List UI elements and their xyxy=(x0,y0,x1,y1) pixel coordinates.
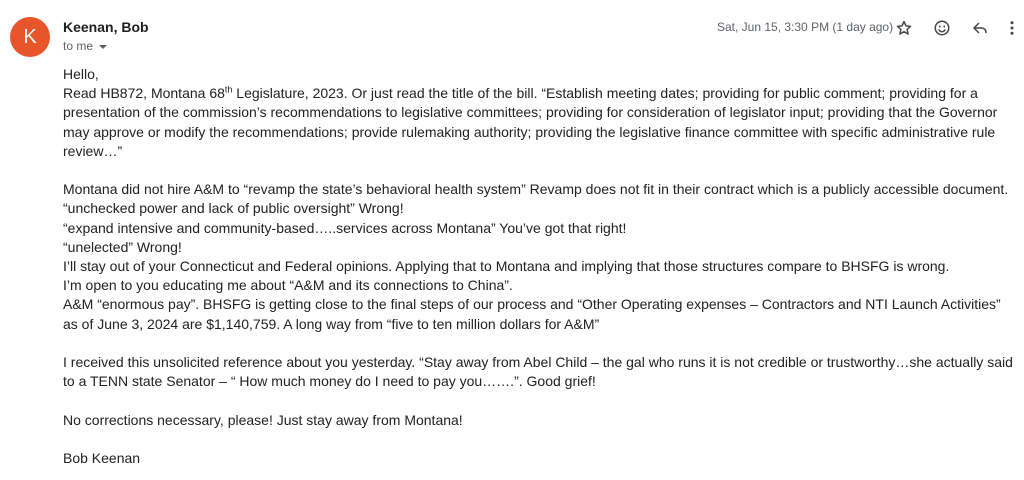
paragraph-text: Legislature, 2023. Or just read the title of the bill. “Establish meeting dates; providing for public comment; providing for a presentation of the commission’s recommendations to legislative committees; providing for consideration of legislator input; providing that the Governor may approve or modify the recommendations; provide rulemaking authority; providing the legislative finance committee with specific administrative rule review…” xyxy=(63,85,998,159)
add-reaction-button[interactable] xyxy=(930,16,954,40)
message-paragraph: I received this unsolicited reference about you yesterday. “Stay away from Abel Child – the gal who runs it is not credible or trustworthy…she actually said to a TENN state Senator – “ How much money do I need to pay you…….”. Good grief! xyxy=(63,354,1013,390)
message-date: Sat, Jun 15, 3:30 PM (1 day ago) xyxy=(717,20,894,34)
ordinal-suffix: th xyxy=(224,84,233,95)
chevron-down-icon xyxy=(99,45,107,49)
message-paragraph xyxy=(63,84,1018,161)
sender-avatar[interactable]: K xyxy=(10,17,50,57)
recipient-details-toggle[interactable] xyxy=(63,39,107,53)
recipient-label: to me xyxy=(63,39,94,53)
reply-button[interactable] xyxy=(968,16,992,40)
message-paragraph: Montana did not hire A&M to “revamp the state’s behavioral health system” Revamp does not fit in their contract which is a publicly accessible document. xyxy=(63,181,1009,198)
signature: Bob Keenan xyxy=(63,450,141,466)
message-paragraph: “unelected” Wrong! xyxy=(63,238,182,255)
more-options-button[interactable] xyxy=(1002,16,1022,40)
star-icon xyxy=(895,19,913,37)
emoji-icon xyxy=(933,19,951,37)
message-paragraph: No corrections necessary, please! Just stay away from Montana! xyxy=(63,411,463,428)
sender-name[interactable]: Keenan, Bob xyxy=(63,19,149,35)
message-paragraph: I’m open to you educating me about “A&M and its connections to China”. xyxy=(63,277,513,294)
message-body xyxy=(63,65,1018,468)
greeting: Hello, xyxy=(63,66,99,82)
star-button[interactable] xyxy=(892,16,916,40)
message-paragraph: A&M “enormous pay”. BHSFG is getting close to the final steps of our process and “Other Operating expenses – Contractors and NTI Launch Activities” as of June 3, 2024 are $1,140,759. A long way from “five to ten million dollars for A&M” xyxy=(63,296,1001,332)
message-paragraph: I’ll stay out of your Connecticut and Federal opinions. Applying that to Montana and implying that those structures compare to BHSFG is wrong. xyxy=(63,258,950,275)
more-vert-icon xyxy=(1003,19,1021,37)
reply-icon xyxy=(971,19,989,37)
message-paragraph: “expand intensive and community-based…..services across Montana” You’ve got that right! xyxy=(63,219,627,236)
message-paragraph: “unchecked power and lack of public oversight” Wrong! xyxy=(63,200,404,217)
paragraph-text: Read HB872, Montana 68 xyxy=(63,85,225,102)
